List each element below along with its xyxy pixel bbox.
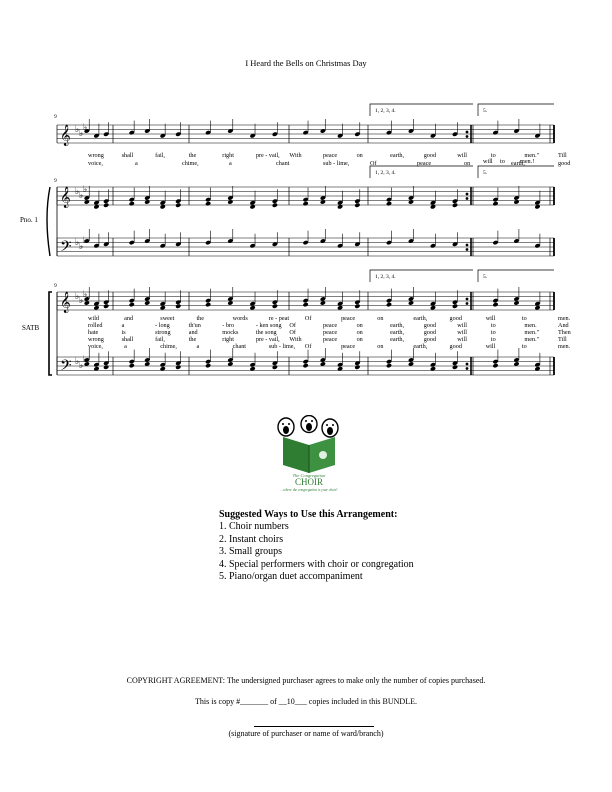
satb-lyric: a: [121, 322, 125, 329]
melody-lyric: peace: [323, 152, 338, 159]
piano-brace: [47, 187, 50, 256]
satb-lyric: right: [222, 336, 234, 343]
satb-treble-chord-note: [205, 302, 211, 307]
satb-lyric: Then: [558, 329, 571, 336]
melody-lyric: will: [457, 152, 467, 159]
satb-treble-chord-note: [354, 304, 360, 309]
melody-lyric-ending: men.!: [520, 158, 535, 165]
flat-icon: ♭: [83, 122, 88, 132]
satb-lyric: men.: [558, 343, 571, 350]
satb-bass-chord-note: [175, 365, 181, 370]
satb-lyric: to: [490, 322, 496, 329]
measure-number: 9: [54, 283, 57, 289]
treble-clef-icon: 𝄞: [60, 187, 71, 207]
melody-lyric: pre - vail,: [255, 152, 280, 159]
second-ending-label: 5.: [483, 274, 488, 280]
melody-lyric: on: [464, 160, 471, 167]
satb-lyric: to: [490, 336, 496, 343]
piano-treble-chord-note: [354, 203, 360, 208]
satb-lyric: - bro: [222, 322, 235, 329]
satb-lyric: wild: [88, 315, 100, 322]
repeat-dot: [466, 244, 468, 246]
melody-lyric: peace: [417, 160, 432, 167]
satb-lyric: With: [289, 336, 302, 343]
melody-lyric: the: [188, 152, 197, 159]
melody-lyric: voice,: [88, 160, 103, 167]
suggestion-item: 5. Piano/organ duet accompaniment: [219, 571, 363, 583]
satb-lyric: earth,: [413, 315, 428, 322]
piano-treble-chord-note: [205, 201, 211, 206]
logo-line1: The Congregation: [292, 473, 326, 478]
satb-lyric: Of: [289, 322, 296, 329]
piano-treble-chord-note: [144, 199, 150, 204]
flat-icon: ♭: [75, 124, 80, 134]
satb-treble-chord-note: [430, 305, 436, 310]
satb-lyric: Of: [289, 329, 296, 336]
satb-treble-chord-note: [129, 302, 135, 307]
page-title: I Heard the Bells on Christmas Day: [245, 58, 367, 68]
satb-lyric: chime,: [160, 343, 177, 350]
satb-treble-chord-note: [175, 304, 181, 309]
satb-lyric: mocks: [222, 329, 239, 336]
satb-treble-chord-note: [492, 302, 498, 307]
satb-lyric: strong: [155, 329, 171, 336]
satb-lyric: And: [558, 322, 569, 329]
flat-icon: ♭: [83, 289, 88, 299]
melody-lyric: Of: [370, 160, 377, 167]
piano-treble-chord-note: [227, 199, 233, 204]
treble-clef-icon: 𝄞: [60, 125, 71, 145]
repeat-dot: [466, 303, 468, 305]
satb-lyric: will: [457, 329, 467, 336]
satb-treble-chord-note: [337, 305, 343, 310]
satb-treble-chord-note: [250, 305, 256, 310]
repeat-dot: [466, 131, 468, 133]
instrument-label-satb: SATB: [22, 324, 40, 332]
piano-treble-chord-note: [303, 201, 309, 206]
logo-tagline: ...where the congregation is your choir!: [280, 488, 338, 492]
satb-bass-chord-note: [129, 363, 135, 368]
satb-treble-chord-note: [103, 304, 109, 309]
flat-icon: ♭: [79, 360, 84, 370]
satb-lyric: peace: [323, 322, 338, 329]
satb-lyric: will: [457, 322, 467, 329]
suggestion-item: 4. Special performers with choir or congregation: [219, 558, 414, 570]
melody-lyric: right: [222, 152, 234, 159]
satb-lyric: sweet: [160, 315, 175, 322]
melody-lyric: on: [356, 152, 363, 159]
satb-lyric: rolled: [88, 322, 103, 329]
first-ending-label: 1, 2, 3, 4.: [375, 108, 396, 114]
satb-lyric: will: [457, 336, 467, 343]
satb-lyric: voice,: [88, 343, 103, 350]
melody-lyric: men.": [524, 152, 540, 159]
satb-lyric: on: [356, 329, 363, 336]
logo-choir-word: CHOIR: [294, 477, 324, 487]
first-ending-label: 1, 2, 3, 4.: [375, 170, 396, 176]
second-ending-label: 5.: [483, 170, 488, 176]
satb-lyric: is: [121, 329, 126, 336]
satb-lyric: earth,: [390, 329, 405, 336]
flat-icon: ♭: [79, 241, 84, 251]
choir-logo: [269, 415, 349, 493]
melody-lyric: chant: [276, 160, 290, 167]
repeat-dot: [466, 363, 468, 365]
satb-lyric: a: [196, 343, 200, 350]
satb-lyric: wrong: [88, 336, 104, 343]
piano-treble-chord-note: [386, 201, 392, 206]
signature-line[interactable]: [254, 726, 374, 727]
satb-lyric: to: [521, 343, 527, 350]
melody-lyric-ending: to: [500, 158, 505, 165]
satb-lyric: earth,: [390, 336, 405, 343]
suggestions-block: [219, 509, 479, 583]
satb-treble-chord-note: [452, 304, 458, 309]
flat-icon: ♭: [79, 295, 84, 305]
flat-icon: ♭: [75, 186, 80, 196]
flat-icon: ♭: [75, 237, 80, 247]
satb-lyric: Of: [304, 343, 312, 350]
melody-lyric: to: [490, 152, 496, 159]
satb-lyric: shall: [121, 336, 134, 343]
satb-lyric: to: [521, 315, 527, 322]
piano-treble-chord-note: [103, 203, 109, 208]
treble-clef-icon: 𝄞: [60, 292, 71, 312]
melody-lyric: a: [135, 160, 138, 167]
piano-treble-chord-note: [492, 201, 498, 206]
satb-lyric: men.: [558, 315, 571, 322]
satb-treble-chord-note: [303, 302, 309, 307]
flat-icon: ♭: [75, 356, 80, 366]
satb-lyric: - ken song: [255, 322, 282, 329]
satb-lyric: will: [485, 315, 496, 322]
piano-treble-chord-note: [84, 199, 90, 204]
flat-icon: ♭: [75, 291, 80, 301]
satb-lyric: - long: [155, 322, 170, 329]
melody-lyric: earth,: [390, 152, 405, 159]
satb-bass-chord-note: [303, 363, 309, 368]
suggestions-list: [219, 521, 479, 583]
second-ending-bracket: [478, 166, 554, 178]
repeat-dot: [466, 249, 468, 251]
piano-treble-chord-note: [320, 199, 326, 204]
suggestion-item: 2. Instant choirs: [219, 533, 284, 545]
melody-lyric: shall: [121, 152, 134, 159]
satb-lyric: peace: [341, 315, 356, 322]
satb-bracket: [49, 292, 52, 375]
satb-lyric: will: [485, 343, 496, 350]
melody-lyric: good: [423, 152, 437, 159]
melody-lyric: sub - lime,: [323, 160, 350, 167]
satb-bass-chord-note: [452, 365, 458, 370]
satb-lyric: th'un: [188, 322, 201, 329]
flat-icon: ♭: [79, 190, 84, 200]
satb-bass-chord-note: [205, 363, 211, 368]
melody-lyric: wrong: [88, 152, 104, 159]
suggestions-heading: Suggested Ways to Use this Arrangement:: [219, 509, 398, 520]
satb-lyric: peace: [323, 329, 338, 336]
satb-lyric: peace: [341, 343, 356, 350]
satb-lyric: fail,: [155, 336, 165, 343]
melody-lyric: earth,: [511, 160, 525, 167]
satb-lyric: chant: [232, 343, 247, 350]
satb-lyric: the: [188, 336, 197, 343]
piano-treble-chord-note: [129, 201, 135, 206]
melody-lyric: good: [558, 160, 571, 167]
satb-lyric: men.": [524, 329, 540, 336]
satb-lyric: Till: [558, 336, 567, 343]
satb-lyric: men.: [524, 322, 537, 329]
piano-treble-chord-note: [452, 203, 458, 208]
satb-lyric: words: [232, 315, 248, 322]
satb-lyric: earth,: [390, 322, 405, 329]
satb-bass-chord-note: [103, 365, 109, 370]
satb-lyric: good: [423, 329, 437, 336]
satb-lyric: hate: [88, 329, 99, 336]
copy-number-line: This is copy #_______ of __10___ copies included in this BUNDLE.: [195, 697, 417, 706]
repeat-dot: [466, 368, 468, 370]
flat-icon: ♭: [83, 354, 88, 364]
piano-treble-chord-note: [513, 199, 519, 204]
suggestion-item: 3. Small groups: [219, 546, 283, 558]
satb-lyric: sub - lime,: [268, 343, 296, 350]
bass-clef-icon: 𝄢: [60, 238, 72, 258]
satb-lyric: the song: [255, 329, 277, 336]
second-ending-bracket: [478, 270, 554, 282]
satb-lyric: good: [449, 343, 462, 350]
flat-icon: ♭: [83, 184, 88, 194]
melody-lyric: With: [289, 152, 302, 159]
copyright-agreement: COPYRIGHT AGREEMENT: The undersigned purchaser agrees to make only the number of copies purchased.: [126, 676, 486, 685]
second-ending-label: 5.: [483, 108, 488, 114]
repeat-dot: [466, 298, 468, 300]
measure-number: 9: [54, 178, 57, 184]
satb-lyric: peace: [323, 336, 338, 343]
melody-lyric: chime,: [182, 160, 199, 167]
flat-icon: ♭: [79, 128, 84, 138]
flat-icon: ♭: [83, 235, 88, 245]
satb-lyric: earth,: [413, 343, 428, 350]
satb-lyric: on: [356, 336, 363, 343]
satb-treble-chord-note: [93, 305, 99, 310]
satb-bass-chord-note: [492, 363, 498, 368]
signature-caption: (signature of purchaser or name of ward/branch): [228, 729, 384, 738]
second-ending-bracket: [478, 104, 554, 116]
measure-number: 9: [54, 114, 57, 120]
satb-lyric: the: [196, 315, 205, 322]
repeat-dot: [466, 198, 468, 200]
satb-bass-chord-note: [386, 363, 392, 368]
instrument-label-piano: Pno. 1: [20, 216, 38, 224]
satb-lyric: pre - vail,: [255, 336, 280, 343]
melody-lyric: fail,: [155, 152, 165, 159]
satb-lyric: a: [124, 343, 127, 350]
satb-lyric: and: [188, 329, 198, 336]
satb-lyric: to: [490, 329, 496, 336]
first-ending-label: 1, 2, 3, 4.: [375, 274, 396, 280]
satb-lyric: good: [423, 336, 437, 343]
melody-lyric: a: [229, 160, 232, 167]
satb-bass-chord-note: [354, 365, 360, 370]
satb-lyric: on: [356, 322, 363, 329]
satb-lyric: Of: [304, 315, 312, 322]
satb-treble-chord-note: [386, 302, 392, 307]
satb-bass-chord-note: [272, 365, 278, 370]
piano-treble-chord-note: [272, 203, 278, 208]
bass-clef-icon: 𝄢: [60, 357, 72, 377]
satb-lyric: on: [377, 315, 384, 322]
hymnbook-icon: [283, 437, 335, 473]
satb-lyric: good: [449, 315, 462, 322]
piano-treble-chord-note: [408, 199, 414, 204]
melody-lyric: Till: [558, 152, 567, 159]
satb-lyric: and: [124, 315, 134, 322]
satb-lyric: good: [423, 322, 437, 329]
satb-lyric: re - peat: [268, 315, 290, 322]
piano-treble-chord-note: [175, 203, 181, 208]
repeat-dot: [466, 136, 468, 138]
satb-treble-chord-note: [534, 305, 540, 310]
satb-treble-chord-note: [272, 304, 278, 309]
suggestion-item: 1. Choir numbers: [219, 521, 289, 533]
satb-lyric: on: [377, 343, 384, 350]
satb-treble-chord-note: [160, 305, 166, 310]
repeat-dot: [466, 193, 468, 195]
melody-lyric-ending: will: [483, 158, 493, 165]
satb-lyric: men.": [524, 336, 540, 343]
